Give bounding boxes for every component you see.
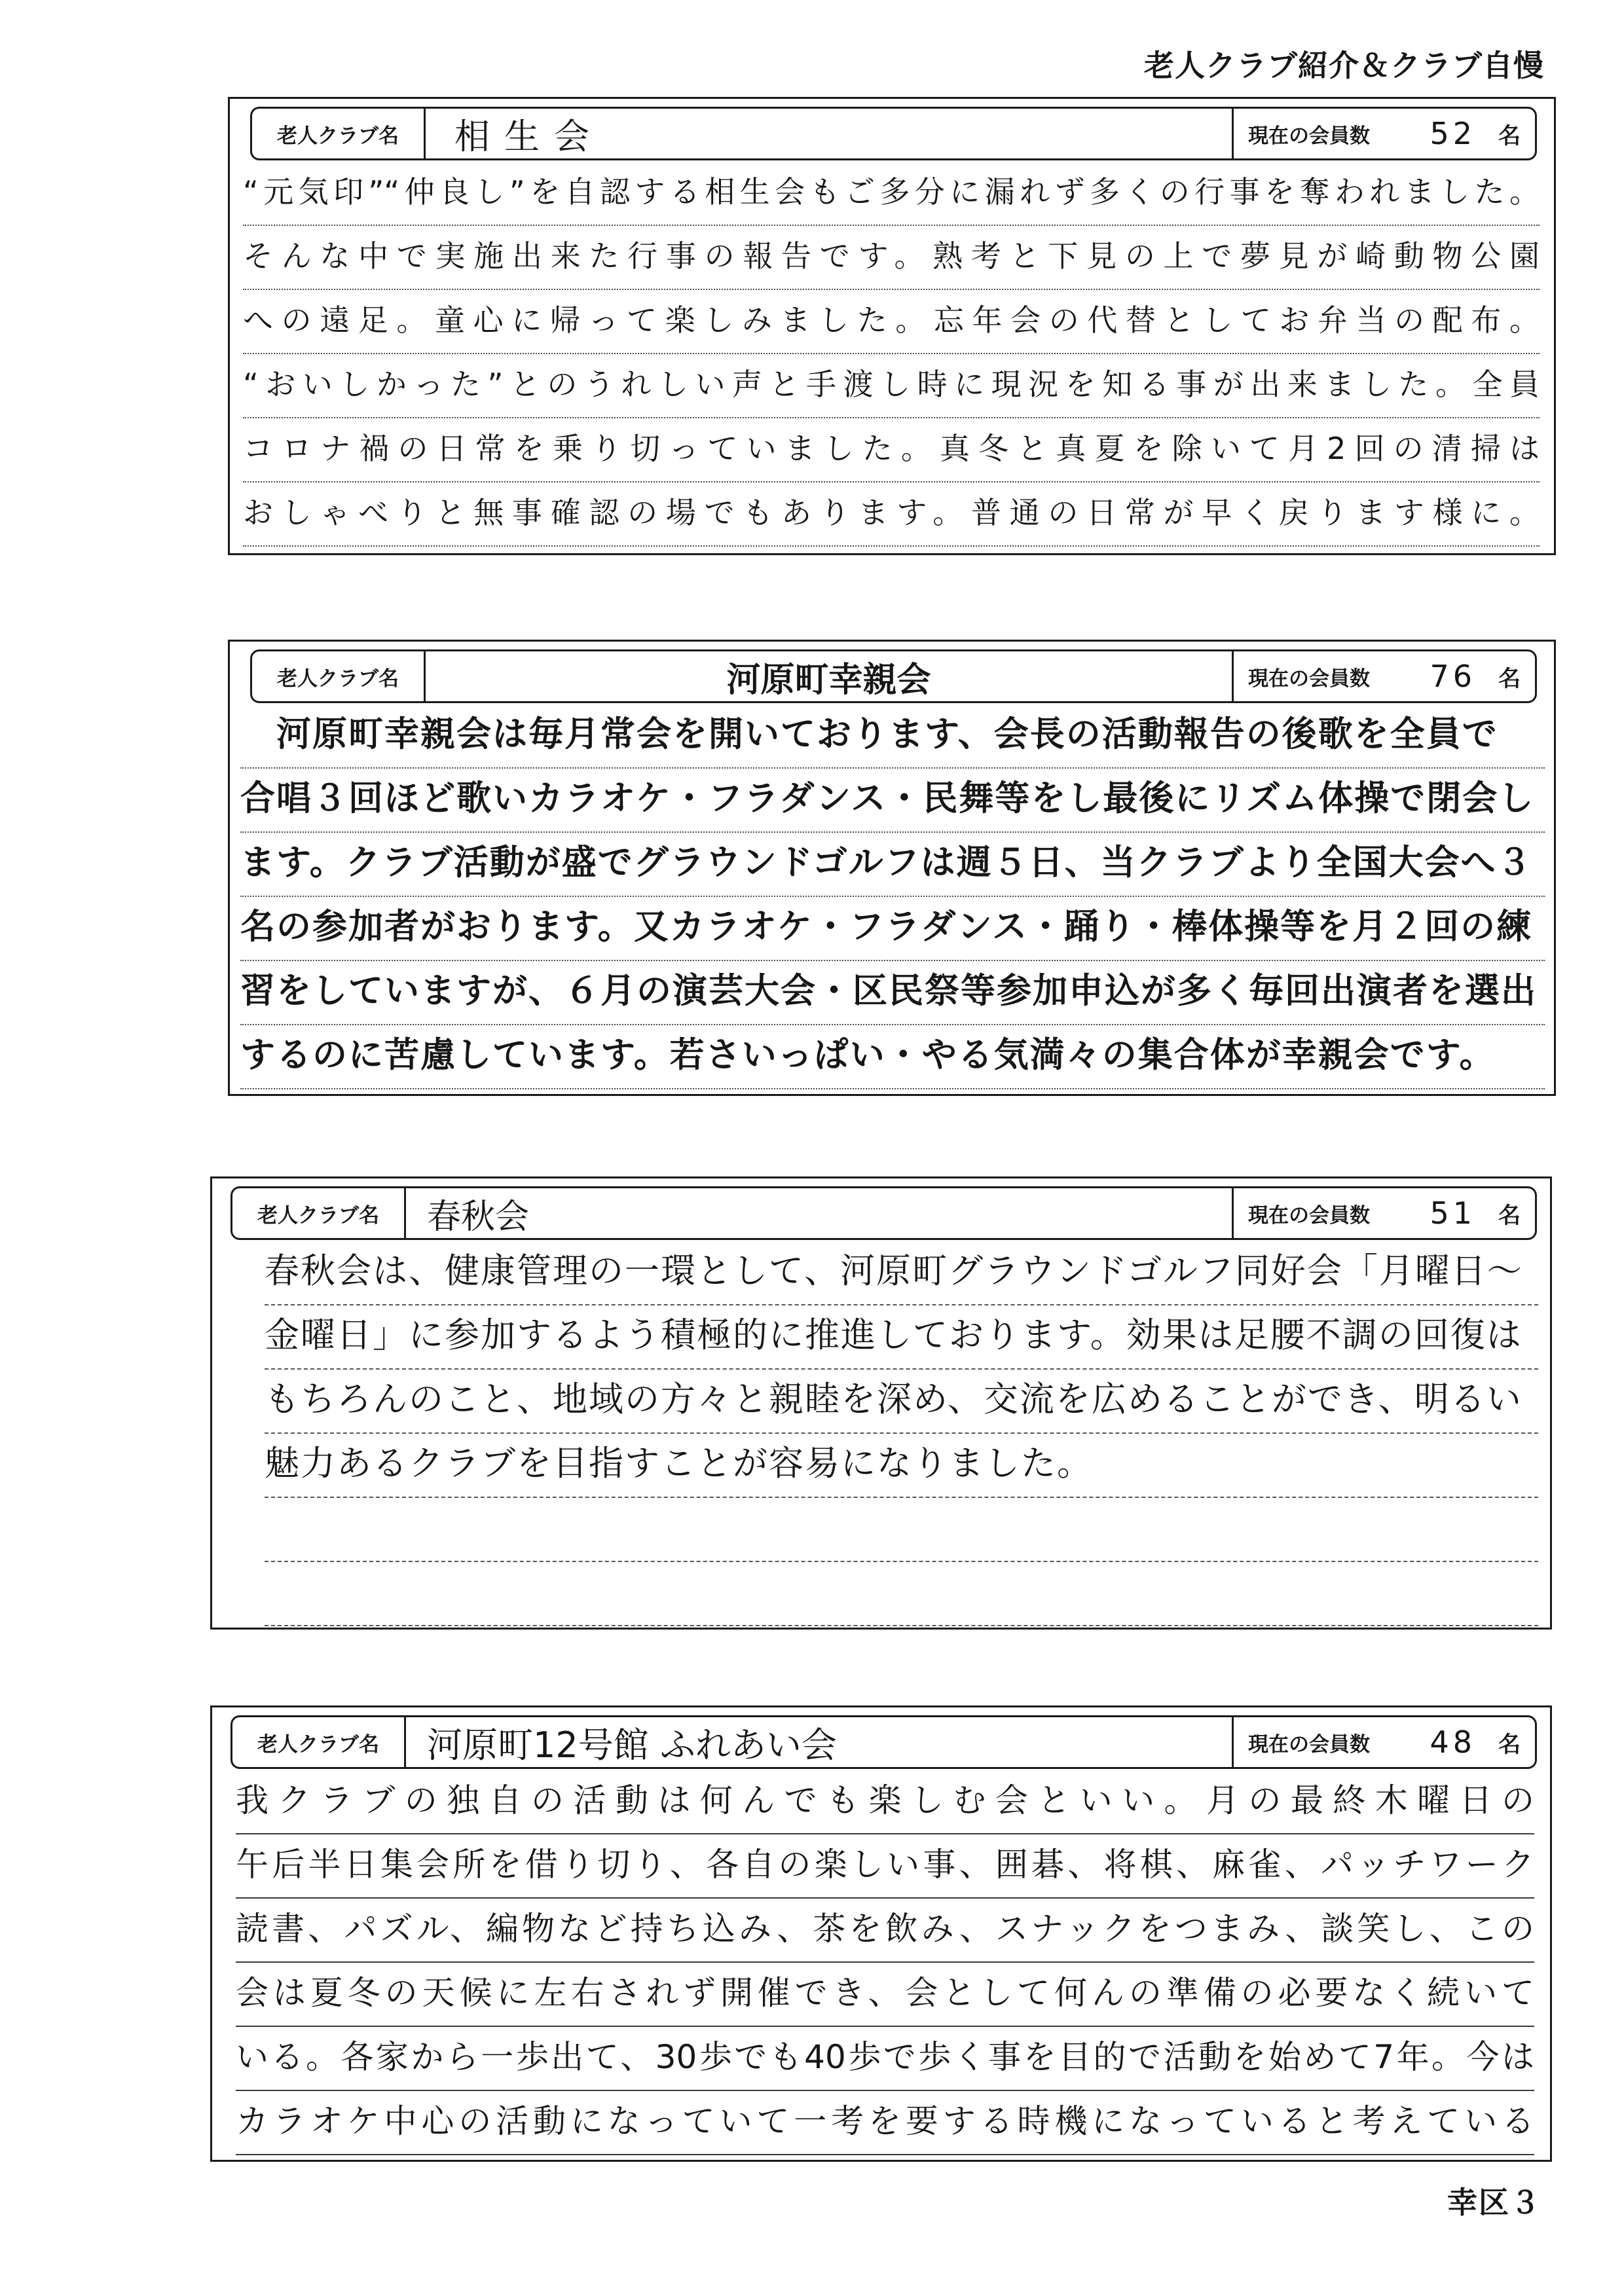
member-count-value: 76 (1430, 659, 1476, 694)
club-name: 相生会 (426, 109, 1234, 158)
description-line-empty (265, 1498, 1538, 1562)
description-line: への遠足。童心に帰って楽しみました。忘年会の代替としてお弁当の配布。 (243, 290, 1540, 354)
description-line: そんな中で実施出来た行事の報告です。熟考と下見の上で夢見が崎動物公園 (243, 226, 1540, 290)
member-count-unit: 名 (1498, 1202, 1521, 1229)
club-name-label: 老人クラブ名 (252, 651, 426, 701)
description-line-empty (265, 1562, 1538, 1626)
description-line: 我クラブの独自の活動は何んでも楽しむ会といい。月の最終木曜日の (236, 1770, 1534, 1834)
description-line: カラオケ中心の活動になっていて一考を要する時機になっていると考えている (236, 2091, 1534, 2155)
member-count-cell (1234, 651, 1535, 701)
club-name: 河原町12号館 ふれあい会 (406, 1717, 1234, 1767)
description-line: おしゃべりと無事確認の場でもあります。普通の日常が早く戻ります様に。 (243, 483, 1540, 547)
member-count-cell (1234, 109, 1535, 158)
description-line: するのに苦慮しています。若さいっぱい・やる気満々の集合体が幸親会です。 (240, 1025, 1545, 1089)
description-line: 合唱３回ほど歌いカラオケ・フラダンス・民舞等をし最後にリズム体操で閉会し (240, 769, 1545, 833)
club-name-label: 老人クラブ名 (232, 1717, 406, 1767)
club-name: 河原町幸親会 (426, 651, 1234, 701)
club-card (210, 1705, 1552, 2162)
member-count-unit: 名 (1498, 1731, 1521, 1758)
club-card (210, 1176, 1552, 1630)
description-line: 河原町幸親会は毎月常会を開いております、会長の活動報告の後歌を全員で (240, 704, 1545, 769)
club-header (231, 1715, 1537, 1769)
club-card (228, 640, 1556, 1096)
member-count-label: 現在の会員数 (1248, 1203, 1370, 1228)
page-title: 老人クラブ紹介＆クラブ自慢 (1144, 48, 1544, 83)
description-line: ます。クラブ活動が盛でグラウンドゴルフは週５日、当クラブより全国大会へ３ (240, 833, 1545, 897)
description-line: もちろんのこと、地域の方々と親睦を深め、交流を広めることができ、明るい (265, 1370, 1538, 1434)
club-header (231, 1186, 1537, 1240)
description-line: 習をしていますが、６月の演芸大会・区民祭等参加申込が多く毎回出演者を選出 (240, 961, 1545, 1025)
club-description (212, 1770, 1550, 2155)
member-count-label: 現在の会員数 (1248, 666, 1370, 691)
club-description (230, 162, 1554, 547)
description-line: 金曜日」に参加するよう積極的に推進しております。効果は足腰不調の回復は (265, 1305, 1538, 1370)
description-line: 魅力あるクラブを目指すことが容易になりました。 (265, 1434, 1538, 1498)
description-line: 名の参加者がおります。又カラオケ・フラダンス・踊り・棒体操等を月２回の練 (240, 897, 1545, 961)
club-description (230, 704, 1554, 1089)
club-card (228, 97, 1556, 555)
club-name: 春秋会 (406, 1188, 1234, 1238)
club-name-label: 老人クラブ名 (252, 109, 426, 158)
member-count-unit: 名 (1498, 122, 1521, 149)
member-count-cell (1234, 1717, 1535, 1767)
club-header (250, 649, 1537, 703)
member-count-value: 51 (1430, 1195, 1476, 1231)
member-count-value: 48 (1430, 1724, 1476, 1760)
description-line: 春秋会は、健康管理の一環として、河原町グラウンドゴルフ同好会「月曜日～ (265, 1241, 1538, 1305)
member-count-value: 52 (1430, 116, 1476, 151)
page-number-label: 幸区３ (1447, 2185, 1541, 2220)
description-line: いる。各家から一歩出て、30歩でも40歩で歩く事を目的で活動を始めて7年。今は (236, 2027, 1534, 2091)
member-count-cell (1234, 1188, 1535, 1238)
member-count-label: 現在の会員数 (1248, 124, 1370, 148)
description-line: 読書、パズル、編物など持ち込み、茶を飲み、スナックをつまみ、談笑し、この (236, 1899, 1534, 1963)
description-line: “元気印”“仲良し”を自認する相生会もご多分に漏れず多くの行事を奪われました。 (243, 162, 1540, 226)
member-count-unit: 名 (1498, 665, 1521, 692)
description-line: 会は夏冬の天候に左右されず開催でき、会として何んの準備の必要なく続いて (236, 1963, 1534, 2027)
member-count-label: 現在の会員数 (1248, 1732, 1370, 1757)
club-name-label: 老人クラブ名 (232, 1188, 406, 1238)
club-header (250, 107, 1537, 160)
description-line: 午后半日集会所を借り切り、各自の楽しい事、囲碁、将棋、麻雀、パッチワーク (236, 1834, 1534, 1899)
description-line: コロナ禍の日常を乗り切っていました。真冬と真夏を除いて月2回の清掃は (243, 418, 1540, 483)
club-description (212, 1241, 1550, 1626)
description-line: “おいしかった”とのうれしい声と手渡し時に現況を知る事が出来ました。全員 (243, 354, 1540, 418)
